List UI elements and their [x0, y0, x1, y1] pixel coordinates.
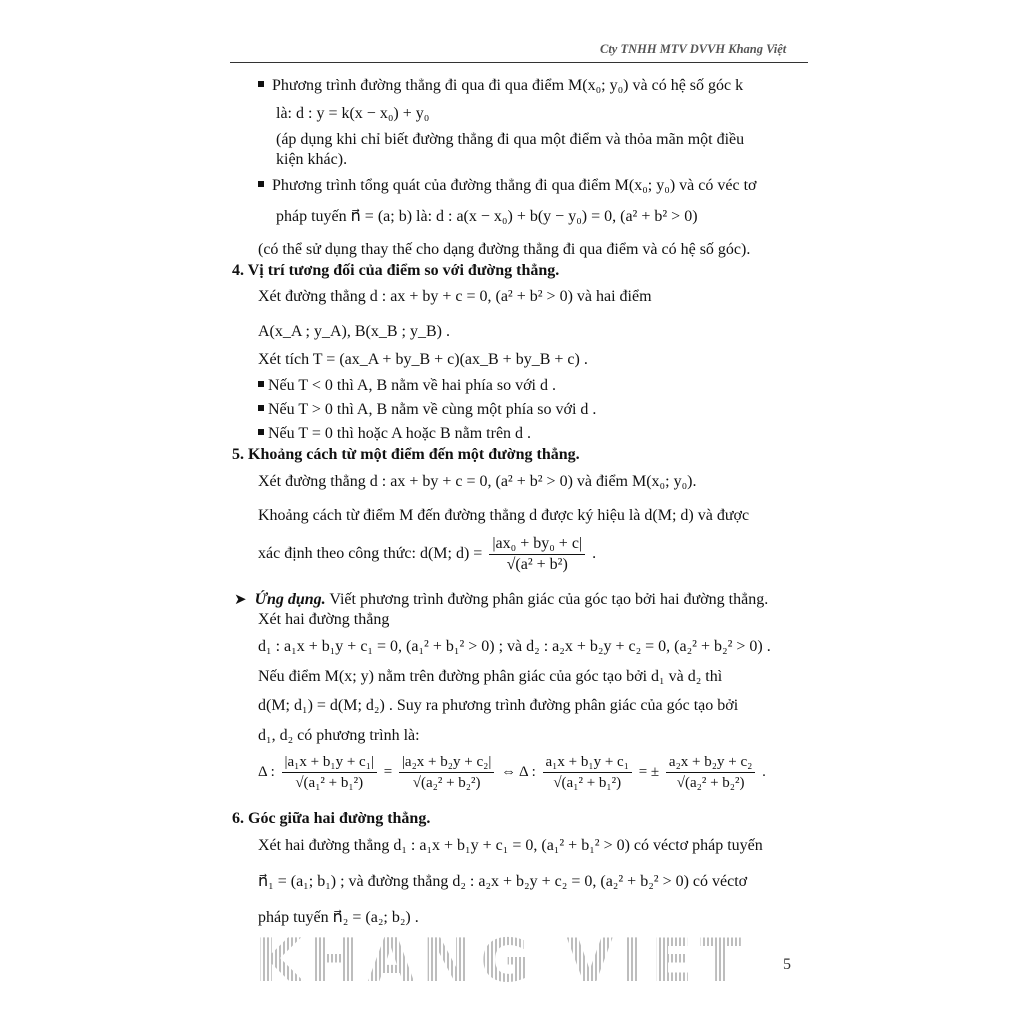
distance-fraction: $\frac{\text{|ax₀ + by₀ + c|}}{\text{√(a² + b²)}}$ [489, 534, 585, 575]
application-line-3: Nếu điểm M(x; y) nằm trên đường phân giác của góc tạo bởi d₁ và d₂ thì [258, 668, 723, 685]
bisector-fraction-1: $\frac{\text{|a₁x + b₁y + c₁|}}{\text{√(a₁² + b₁²)}}$ [282, 752, 377, 793]
publisher-watermark: KHANG VIET [255, 926, 750, 996]
running-header: Cty TNHH MTV DVVH Khang Việt [600, 42, 787, 56]
arrow-bullet-icon: ➤ [234, 592, 247, 608]
bisector-fraction-2: $\frac{\text{|a₂x + b₂y + c₂|}}{\text{√(a₂² + b₂²)}}$ [399, 752, 494, 793]
bullet-point-slope: Phương trình đường thẳng đi qua đi qua điểm M(x₀; y₀) và có hệ số góc k [258, 76, 743, 96]
page-number: 5 [783, 956, 791, 973]
application-line-5: d₁, d₂ có phương trình là: [258, 727, 420, 744]
section-4-line-1: Xét đường thẳng d : ax + by + c = 0, (a² + b² > 0) và hai điểm [258, 288, 652, 305]
point-slope-equation: là: d : y = k(x − x₀) + y₀ [276, 105, 430, 122]
section-6-line-2: n⃗₁ = (a₁; b₁) ; và đường thẳng d₂ : a₂x + b₂y + c₂ = 0, (a₂² + b₂² > 0) có véctơ [258, 873, 748, 890]
section-6-line-3: pháp tuyến n⃗₂ = (a₂; b₂) . [258, 909, 419, 926]
section-4-bullet-1: Nếu T < 0 thì A, B nằm về hai phía so với d . [258, 376, 556, 396]
bisector-fraction-4: $\frac{\text{a₂x + b₂y + c₂}}{\text{√(a₂² + b₂²)}}$ [666, 752, 755, 793]
application-line-2: d₁ : a₁x + b₁y + c₁ = 0, (a₁² + b₁² > 0) ; và d₂ : a₂x + b₂y + c₂ = 0, (a₂² + b₂² > 0) . [258, 638, 771, 655]
section-6-title: 6. Góc giữa hai đường thẳng. [232, 810, 431, 827]
distance-formula: xác định theo công thức: d(M; d) = $\frac{\text{|ax₀ + by₀ + c|}}{\text{√(a² + b²)}}$ . [258, 535, 597, 573]
bullet-square-icon [258, 405, 264, 411]
section-5-line-1: Xét đường thẳng d : ax + by + c = 0, (a² + b² > 0) và điểm M(x₀; y₀). [258, 473, 697, 490]
general-equation-note: (có thể sử dụng thay thế cho dạng đường thẳng đi qua điểm và có hệ số góc). [258, 241, 751, 258]
section-5-line-2: Khoảng cách từ điểm M đến đường thẳng d được ký hiệu là d(M; d) và được [258, 507, 750, 524]
bullet-general-equation: Phương trình tổng quát của đường thẳng đi qua điểm M(x₀; y₀) và có véc tơ [258, 176, 756, 196]
application-line-4: d(M; d₁) = d(M; d₂) . Suy ra phương trình đường phân giác của góc tạo bởi [258, 697, 739, 714]
bullet-square-icon [258, 381, 264, 387]
section-4-bullet-3: Nếu T = 0 thì hoặc A hoặc B nằm trên d . [258, 424, 531, 444]
section-4-bullet-2: Nếu T > 0 thì A, B nằm về cùng một phía so với d . [258, 400, 596, 420]
bisector-fraction-3: $\frac{\text{a₁x + b₁y + c₁}}{\text{√(a₁² + b₁²)}}$ [543, 752, 632, 793]
application-line-1: Xét hai đường thẳng [258, 611, 390, 628]
bullet-square-icon [258, 81, 264, 87]
section-4-title: 4. Vị trí tương đối của điểm so với đường thẳng. [232, 262, 560, 279]
bullet-square-icon [258, 181, 264, 187]
section-5-title: 5. Khoảng cách từ một điểm đến một đường thẳng. [232, 446, 580, 463]
application-title: ➤ Ứng dụng. Viết phương trình đường phân giác của góc tạo bởi hai đường thẳng. [234, 591, 769, 608]
point-slope-note-1: (áp dụng khi chỉ biết đường thẳng đi qua một điểm và thỏa mãn một điều [276, 131, 745, 148]
point-slope-note-2: kiện khác). [276, 151, 348, 168]
bullet-square-icon [258, 429, 264, 435]
section-4-line-3: Xét tích T = (ax_A + by_B + c)(ax_B + by_B + c) . [258, 351, 588, 368]
general-equation-formula: pháp tuyến n⃗ = (a; b) là: d : a(x − x₀) + b(y − y₀) = 0, (a² + b² > 0) [276, 208, 698, 225]
section-6-line-1: Xét hai đường thẳng d₁ : a₁x + b₁y + c₁ = 0, (a₁² + b₁² > 0) có véctơ pháp tuyến [258, 837, 763, 854]
section-4-line-2: A(x_A ; y_A), B(x_B ; y_B) . [258, 323, 450, 340]
header-divider [230, 62, 808, 63]
bisector-formula: Δ : $\frac{\text{|a₁x + b₁y + c₁|}}{\text{√(a₁² + b₁²)}}$ = $\frac{\text{|a₂x + b₂y + c₂|}}{\text{√(a₂² + b₂²)}}$ ⇔ Δ : $\frac{\text{a₁x + b₁y + c₁}}{\text{√(a₁² + b₁²)}}$ = ± $\frac{\text{a₂x + b₂y + c₂}}{\text{√(a₂² + b₂²)}}$ . [258, 754, 766, 791]
